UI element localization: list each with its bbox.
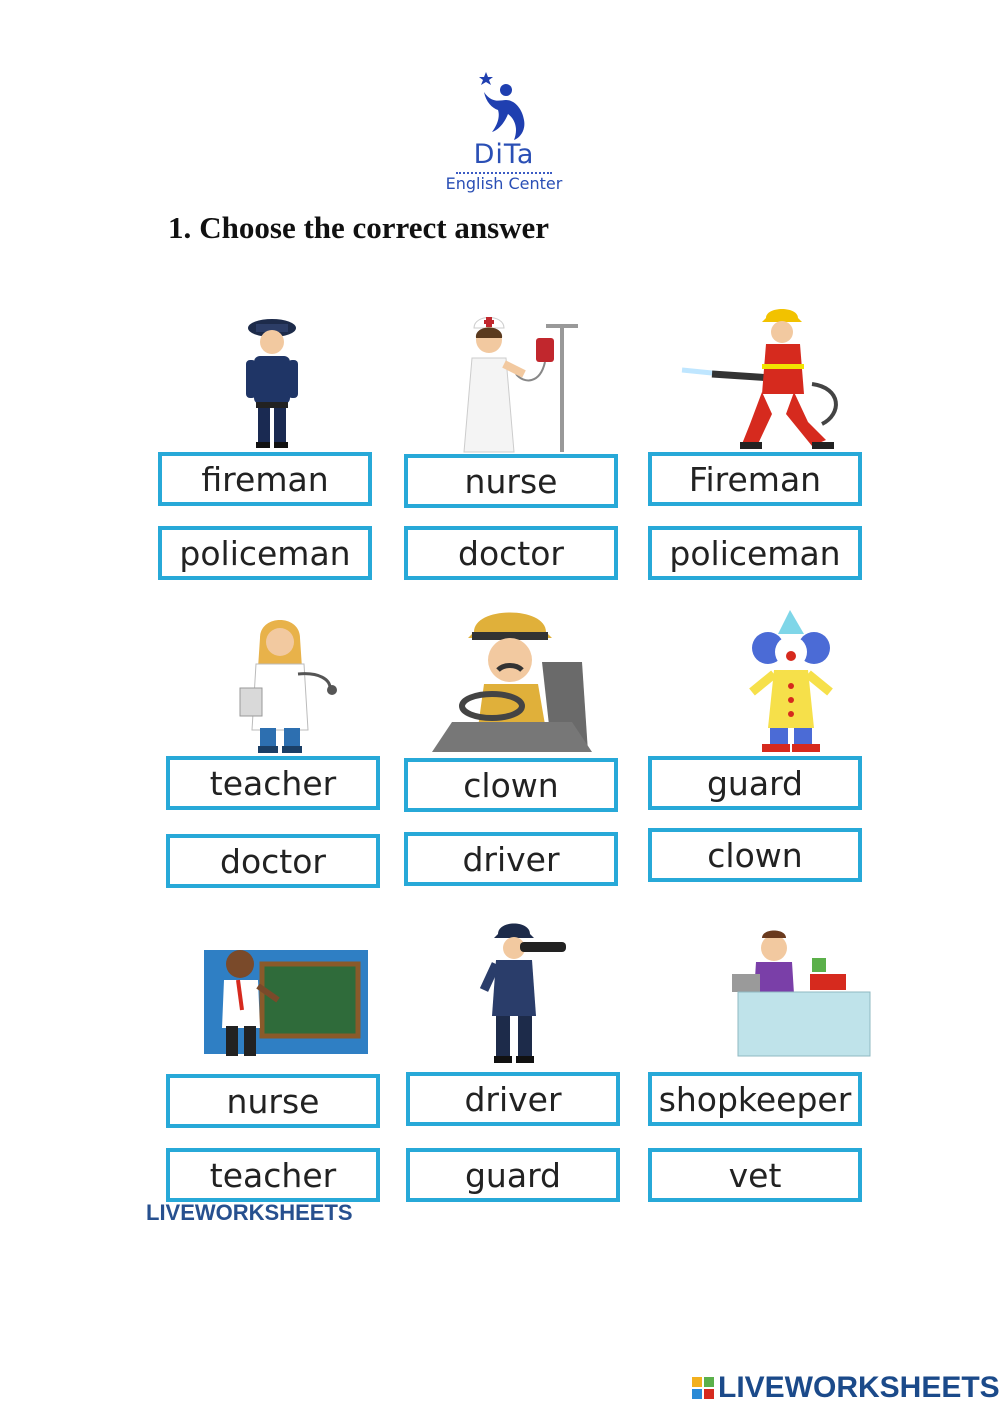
answer-option-9a[interactable]: shopkeeper xyxy=(648,1072,862,1126)
answer-option-3a[interactable]: Fireman xyxy=(648,452,862,506)
answer-option-1b[interactable]: policeman xyxy=(158,526,372,580)
clown-icon xyxy=(682,608,882,758)
liveworksheets-logo-icon xyxy=(692,1377,714,1399)
footer-brand[interactable] xyxy=(692,1370,1000,1406)
exercise-title: Choose the correct answer xyxy=(199,210,550,245)
worksheet-grid xyxy=(142,298,872,1226)
fireman-icon xyxy=(662,304,862,454)
dita-logo xyxy=(438,68,570,198)
shopkeeper-icon xyxy=(672,914,872,1064)
doctor-icon xyxy=(180,608,380,758)
answer-option-4a[interactable]: teacher xyxy=(166,756,380,810)
dita-figure-icon xyxy=(478,70,530,142)
guard-icon xyxy=(412,920,612,1070)
policeman-icon xyxy=(172,304,372,454)
exercise-number: 1. xyxy=(168,210,192,245)
logo-subtitle: English Center xyxy=(445,174,563,193)
nurse-icon xyxy=(412,304,612,454)
worksheet-watermark: LIVEWORKSHEETS xyxy=(146,1200,353,1225)
answer-option-7b[interactable]: teacher xyxy=(166,1148,380,1202)
exercise-heading xyxy=(168,208,549,248)
answer-option-4b[interactable]: doctor xyxy=(166,834,380,888)
answer-option-9b[interactable]: vet xyxy=(648,1148,862,1202)
answer-option-8b[interactable]: guard xyxy=(406,1148,620,1202)
answer-option-8a[interactable]: driver xyxy=(406,1072,620,1126)
driver-icon xyxy=(412,602,612,752)
logo-name: DiTa xyxy=(473,139,535,170)
answer-option-2a[interactable]: nurse xyxy=(404,454,618,508)
answer-option-1a[interactable]: fireman xyxy=(158,452,372,506)
answer-option-5b[interactable]: driver xyxy=(404,832,618,886)
answer-option-7a[interactable]: nurse xyxy=(166,1074,380,1128)
answer-option-6b[interactable]: clown xyxy=(648,828,862,882)
answer-option-3b[interactable]: policeman xyxy=(648,526,862,580)
teacher-icon xyxy=(182,914,382,1064)
footer-brand-text: LIVEWORKSHEETS xyxy=(718,1371,1000,1404)
answer-option-5a[interactable]: clown xyxy=(404,758,618,812)
answer-option-2b[interactable]: doctor xyxy=(404,526,618,580)
answer-option-6a[interactable]: guard xyxy=(648,756,862,810)
